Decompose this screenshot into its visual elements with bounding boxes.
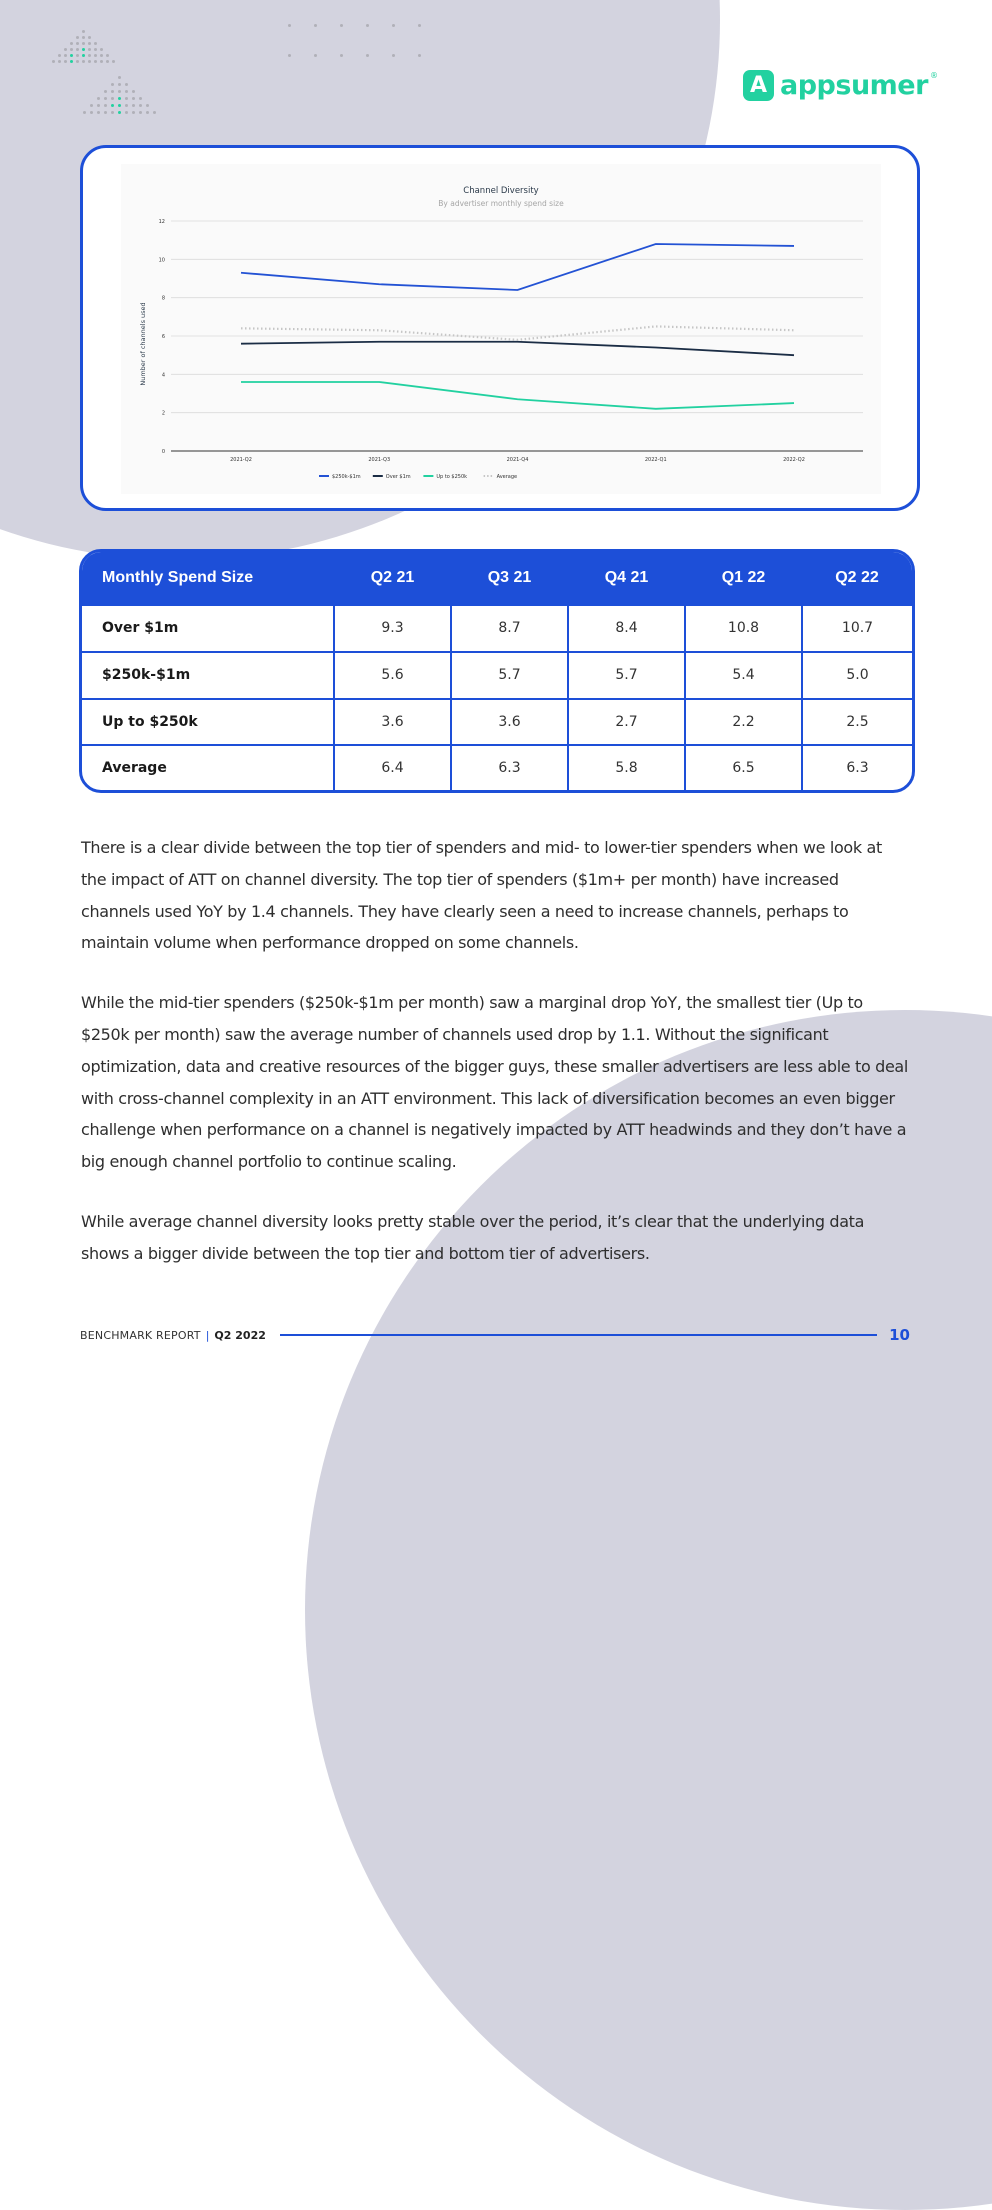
report-label: BENCHMARK REPORT	[80, 1329, 201, 1342]
table-cell: 6.5	[685, 745, 802, 790]
row-label: $250k-$1m	[82, 652, 334, 699]
table-row	[82, 652, 912, 699]
spend-size-table	[79, 549, 915, 793]
paragraph: While average channel diversity looks pretty stable over the period, it’s clear that the underlying data shows a bigger divide between the top tier and bottom tier of advertisers.	[81, 1206, 911, 1270]
row-label: Over $1m	[82, 605, 334, 652]
y-tick-label: 2	[162, 411, 165, 417]
channel-diversity-table	[82, 552, 912, 790]
paragraph: There is a clear divide between the top tier of spenders and mid- to lower-tier spenders when we look at the impact of ATT on channel diversity. The top tier of spenders ($1m+ per month) have increased channels used YoY by 1.4 channels. They have clearly seen a need to increase channels, perhaps to maintain volume when performance dropped on some channels.	[81, 832, 911, 959]
table-cell: 6.3	[451, 745, 568, 790]
table-cell: 9.3	[334, 605, 451, 652]
logo-mark-icon: A	[743, 70, 774, 101]
chart-subtitle: By advertiser monthly spend size	[438, 199, 564, 208]
y-tick-label: 0	[162, 449, 165, 455]
body-text	[81, 832, 911, 1298]
footer-separator: |	[206, 1329, 210, 1342]
chart-area	[121, 164, 881, 494]
table-cell: 10.7	[802, 605, 912, 652]
table-header-cell: Q2 21	[334, 552, 451, 605]
table-cell: 2.2	[685, 699, 802, 746]
channel-diversity-chart-card	[80, 145, 920, 511]
table-cell: 8.7	[451, 605, 568, 652]
table-cell: 5.6	[334, 652, 451, 699]
page-footer	[80, 1325, 910, 1345]
chart-title: Channel Diversity	[463, 186, 538, 196]
table-cell: 5.8	[568, 745, 685, 790]
y-tick-label: 4	[162, 372, 165, 378]
table-header-cell: Monthly Spend Size	[82, 552, 334, 605]
table-header-row	[82, 552, 912, 605]
series-line	[241, 326, 794, 339]
legend-label: Average	[497, 474, 518, 480]
y-axis-label: Number of channels used	[139, 302, 147, 385]
table-cell: 5.0	[802, 652, 912, 699]
x-tick-label: 2021-Q4	[507, 457, 529, 463]
table-header-cell: Q1 22	[685, 552, 802, 605]
table-cell: 5.7	[451, 652, 568, 699]
row-label: Average	[82, 745, 334, 790]
series-line	[241, 342, 794, 355]
y-tick-label: 10	[159, 257, 165, 263]
table-header-cell: Q3 21	[451, 552, 568, 605]
series-line	[241, 244, 794, 290]
x-tick-label: 2022-Q1	[645, 457, 667, 463]
paragraph: While the mid-tier spenders ($250k-$1m per month) saw a marginal drop YoY, the smallest tier (Up to $250k per month) saw the average number of channels used drop by 1.1. Without the significant optimization, data and creative resources of the bigger guys, these smaller advertisers are less able to deal with cross-channel complexity in an ATT environment. This lack of diversification becomes an even bigger challenge when performance on a channel is negatively impacted by ATT headwinds and they don’t have a big enough channel portfolio to continue scaling.	[81, 987, 911, 1178]
y-tick-label: 6	[162, 334, 165, 340]
table-row	[82, 699, 912, 746]
logo-wordmark: appsumer	[780, 70, 928, 101]
table-cell: 8.4	[568, 605, 685, 652]
table-row	[82, 745, 912, 790]
legend-label: $250k-$1m	[332, 474, 361, 480]
table-cell: 2.5	[802, 699, 912, 746]
series-line	[241, 382, 794, 409]
channel-diversity-chart	[121, 164, 881, 494]
x-tick-label: 2021-Q2	[230, 457, 252, 463]
table-cell: 3.6	[451, 699, 568, 746]
table-cell: 2.7	[568, 699, 685, 746]
x-tick-label: 2022-Q2	[783, 457, 805, 463]
table-header-cell: Q4 21	[568, 552, 685, 605]
table-header-cell: Q2 22	[802, 552, 912, 605]
registered-mark: ®	[930, 71, 938, 80]
table-row	[82, 605, 912, 652]
table-cell: 10.8	[685, 605, 802, 652]
footer-rule	[280, 1334, 877, 1336]
table-cell: 3.6	[334, 699, 451, 746]
row-label: Up to $250k	[82, 699, 334, 746]
table-cell: 6.3	[802, 745, 912, 790]
y-tick-label: 12	[159, 219, 165, 225]
report-quarter: Q2 2022	[214, 1329, 265, 1342]
appsumer-logo	[743, 70, 942, 101]
table-cell: 5.4	[685, 652, 802, 699]
legend-label: Up to $250k	[436, 474, 467, 480]
x-tick-label: 2021-Q3	[368, 457, 390, 463]
y-tick-label: 8	[162, 296, 165, 302]
page-number: 10	[889, 1326, 910, 1344]
table-cell: 5.7	[568, 652, 685, 699]
legend-label: Over $1m	[386, 474, 411, 480]
table-cell: 6.4	[334, 745, 451, 790]
